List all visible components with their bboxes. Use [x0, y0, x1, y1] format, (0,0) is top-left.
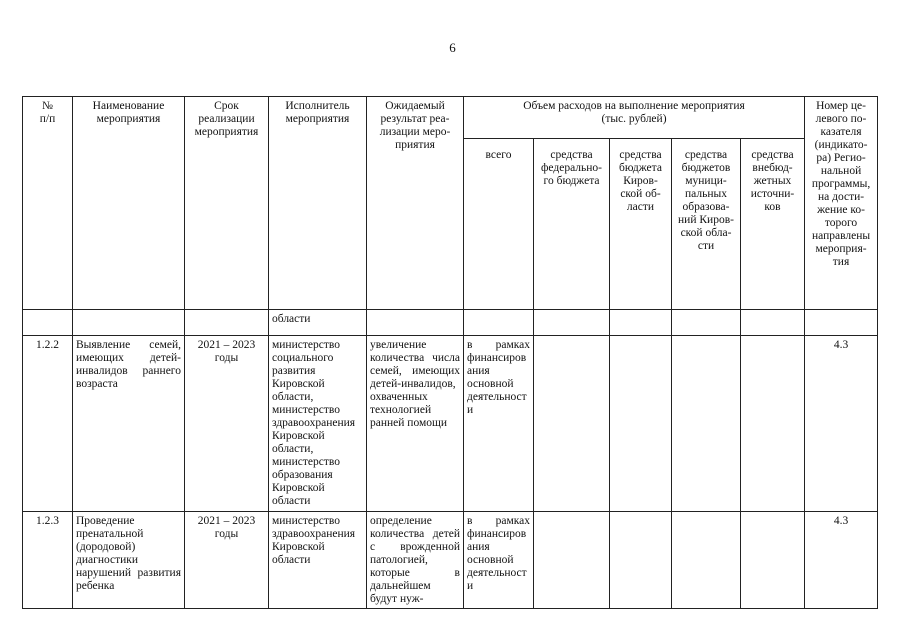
cell-empty — [367, 310, 464, 336]
cell-indicator: 4.3 — [805, 336, 878, 512]
cell-federal — [534, 512, 610, 609]
cell-offbudget — [741, 512, 805, 609]
cell-empty — [73, 310, 185, 336]
cell-empty — [741, 310, 805, 336]
cell-federal — [534, 336, 610, 512]
cell-term: 2021 – 2023 годы — [185, 336, 269, 512]
cell-empty — [610, 310, 672, 336]
cell-result: определение количества детей с врожденной патологией, которые в дальнейшем будут нуж- — [367, 512, 464, 609]
cell-empty — [23, 310, 73, 336]
cell-regional — [610, 512, 672, 609]
cell-regional — [610, 336, 672, 512]
header-offbudget: средства внебюд- жетных источни- ков — [741, 139, 805, 310]
cell-offbudget — [741, 336, 805, 512]
header-name: Наименование мероприятия — [73, 97, 185, 310]
cell-name: Проведение пренатальной (дородовой) диагностики нарушений развития ребенка — [73, 512, 185, 609]
cell-result: увеличение количества числа семей, имеющих детей-инвалидов, охваченных технологией ранней помощи — [367, 336, 464, 512]
header-executor: Исполнитель мероприятия — [269, 97, 367, 310]
table-row — [23, 512, 878, 609]
cell-executor: министерство здравоохранения Кировской области — [269, 512, 367, 609]
header-term: Срок реализации мероприятия — [185, 97, 269, 310]
cell-municipal — [672, 336, 741, 512]
cell-municipal — [672, 512, 741, 609]
header-expenses: Объем расходов на выполнение мероприятия (тыс. рублей) — [464, 97, 805, 139]
cell-number: 1.2.3 — [23, 512, 73, 609]
page-number: 6 — [449, 40, 456, 55]
cell-indicator: 4.3 — [805, 512, 878, 609]
cell-empty — [185, 310, 269, 336]
cell-empty — [534, 310, 610, 336]
cell-executor-continuation: области — [269, 310, 367, 336]
cell-empty — [464, 310, 534, 336]
cell-empty — [672, 310, 741, 336]
cell-name: Выявление семей, имеющих детей-инвалидов раннего возраста — [73, 336, 185, 512]
header-regional: средства бюджета Киров- ской об- ласти — [610, 139, 672, 310]
activities-table — [22, 96, 878, 609]
header-result: Ожидаемый результат реа- лизации меро- приятия — [367, 97, 464, 310]
header-municipal: средства бюджетов муници- пальных образова- ний Киров- ской обла- сти — [672, 139, 741, 310]
header-federal: средства федерально- го бюджета — [534, 139, 610, 310]
cell-total: в рамках финансирования основной деятельности — [464, 336, 534, 512]
cell-total: в рамках финансирования основной деятельности — [464, 512, 534, 609]
cell-executor: министерство социального развития Кировской области, министерство здравоохранения Кировской области, министерство образования Кировской области — [269, 336, 367, 512]
header-total: всего — [464, 139, 534, 310]
cell-number: 1.2.2 — [23, 336, 73, 512]
table-row — [23, 310, 878, 336]
cell-term: 2021 – 2023 годы — [185, 512, 269, 609]
header-indicator: Номер це- левого по- казателя (индикато- ра) Регио- нальной программы, на дости- жение ко- торого направлены мероприя- тия — [805, 97, 878, 310]
table-row — [23, 336, 878, 512]
cell-empty — [805, 310, 878, 336]
header-number: № п/п — [23, 97, 73, 310]
